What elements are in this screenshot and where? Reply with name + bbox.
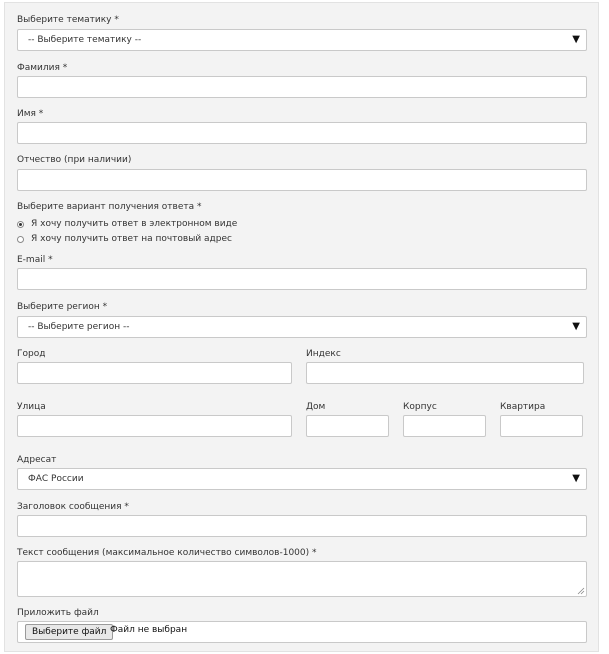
house-label: Дом [306, 402, 326, 412]
file-status-text: Файл не выбран [110, 625, 188, 635]
attachment-label: Приложить файл [17, 608, 99, 618]
region-select[interactable] [17, 316, 587, 338]
last-name-input[interactable] [17, 76, 587, 98]
email-label: E-mail * [17, 255, 53, 265]
choose-file-button[interactable]: Выберите файл [25, 624, 113, 640]
appeal-form [4, 2, 599, 652]
addressee-select[interactable] [17, 468, 587, 490]
message-label: Текст сообщения (максимальное количество символов-1000) * [17, 548, 317, 558]
response-option-electronic-label: Я хочу получить ответ в электронном виде [31, 219, 238, 229]
subject-label: Заголовок сообщения * [17, 502, 129, 512]
city-label: Город [17, 349, 46, 359]
patronymic-input[interactable] [17, 169, 587, 191]
attachment-field [17, 621, 587, 643]
postcode-label: Индекс [306, 349, 341, 359]
first-name-input[interactable] [17, 122, 587, 144]
triangle-down-icon: ▼ [572, 34, 580, 45]
radio-checked-icon[interactable] [17, 221, 24, 228]
house-input[interactable] [306, 415, 389, 437]
topic-selected-value: -- Выберите тематику -- [28, 35, 142, 45]
triangle-down-icon: ▼ [572, 473, 580, 484]
street-input[interactable] [17, 415, 292, 437]
radio-unchecked-icon[interactable] [17, 236, 24, 243]
topic-label: Выберите тематику * [17, 15, 119, 25]
subject-input[interactable] [17, 515, 587, 537]
apartment-label: Квартира [500, 402, 546, 412]
city-input[interactable] [17, 362, 292, 384]
addressee-label: Адресат [17, 455, 57, 465]
region-selected-value: -- Выберите регион -- [28, 322, 130, 332]
building-label: Корпус [403, 402, 437, 412]
triangle-down-icon: ▼ [572, 321, 580, 332]
email-input[interactable] [17, 268, 587, 290]
response-option-postal-label: Я хочу получить ответ на почтовый адрес [31, 234, 232, 244]
addressee-selected-value: ФАС России [28, 474, 84, 484]
street-label: Улица [17, 402, 46, 412]
postcode-input[interactable] [306, 362, 584, 384]
topic-select[interactable] [17, 29, 587, 51]
apartment-input[interactable] [500, 415, 583, 437]
resize-grip-icon[interactable] [577, 587, 585, 595]
region-label: Выберите регион * [17, 302, 108, 312]
first-name-label: Имя * [17, 109, 44, 119]
building-input[interactable] [403, 415, 486, 437]
message-textarea-wrap [17, 561, 587, 597]
message-textarea[interactable] [17, 561, 587, 597]
last-name-label: Фамилия * [17, 63, 68, 73]
patronymic-label: Отчество (при наличии) [17, 155, 132, 165]
response-type-label: Выберите вариант получения ответа * [17, 202, 202, 212]
